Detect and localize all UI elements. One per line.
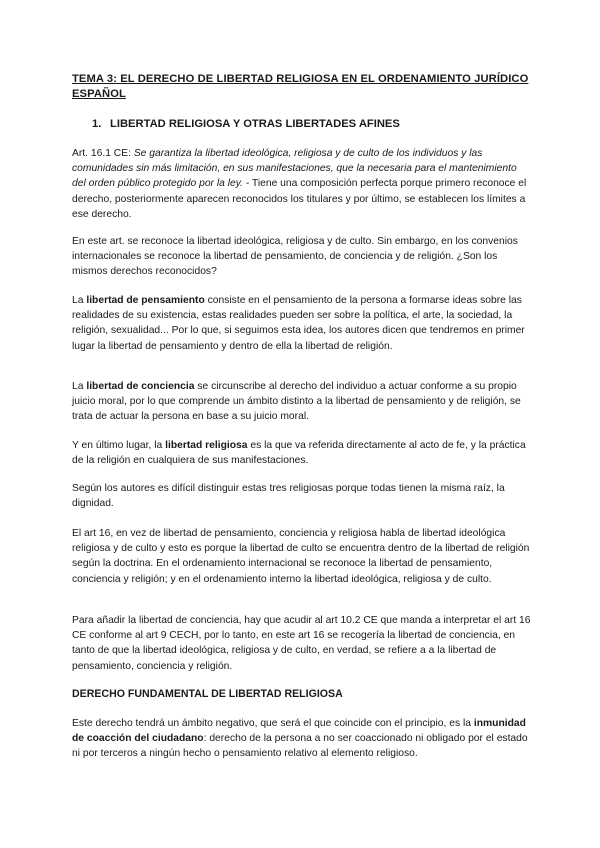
section-heading-2: DERECHO FUNDAMENTAL DE LIBERTAD RELIGIOSA <box>72 688 343 700</box>
paragraph-text: Y en último lugar, la <box>72 440 166 451</box>
bold-term: libertad de pensamiento <box>86 295 205 306</box>
paragraph-text: : derecho de la persona a no ser coaccionado ni obligado por el estado ni por terceros a ningún hecho o pensamiento relativo al elemento religioso. <box>72 733 528 760</box>
paragraph-article-16 <box>72 146 532 222</box>
paragraph-text: se circunscribe al derecho del individuo a actuar conforme a su propio juicio moral, por lo que comprende un ámbito distinto a la libertad de pensamiento y de religión, se trata de actuar la persona en base a su juicio moral. <box>72 381 521 423</box>
paragraph-text: consiste en el pensamiento de la persona a formarse ideas sobre las realidades de su existencia, estas realidades pueden ser sobre la política, el arte, la sociedad, la religión, sexualidad... Por lo que, si seguimos esta idea, los autores dicen que tendremos en primer lugar la libertad de pensamiento y dentro de ella la libertad de religión. <box>72 295 525 352</box>
article-quote: Se garantiza la libertad ideológica, religiosa y de culto de los individuos y las comunidades sin más limitación, en sus manifestaciones, que la necesaria para el mantenimiento del orden público protegido por la ley. <box>72 148 517 190</box>
paragraph-text: - Tiene una composición perfecta porque primero reconoce el derecho, posteriormente aparecen reconocidos los titulares y por último, se establecen los límites a ese derecho. <box>72 178 527 220</box>
bold-term: inmunidad de coacción del ciudadano <box>72 718 526 745</box>
paragraph-recognition: En este art. se reconoce la libertad ideológica, religiosa y de culto. Sin embargo, en los convenios internacionales se reconoce la libertad de pensamiento, de conciencia y de religión. ¿Son los mismos derechos reconocidos? <box>72 236 518 278</box>
paragraph-ambito-negativo <box>72 716 532 762</box>
bold-term: libertad de conciencia <box>86 381 195 392</box>
section-heading-1 <box>92 117 400 132</box>
section-number: 1. <box>92 118 102 130</box>
bold-term: libertad religiosa <box>165 440 248 451</box>
paragraph-text: es la que va referida directamente al acto de fe, y la práctica de la religión en cualquiera de sus manifestaciones. <box>72 440 526 467</box>
page-title: TEMA 3: EL DERECHO DE LIBERTAD RELIGIOSA EN EL ORDENAMIENTO JURÍDICO ESPAÑOL <box>72 73 529 100</box>
paragraph-libertad-conciencia <box>72 379 532 425</box>
paragraph-libertad-religiosa <box>72 438 532 468</box>
paragraph-dignidad: Según los autores es difícil distinguir estas tres religiosas porque todas tienen la misma raíz, la dignidad. <box>72 483 505 510</box>
paragraph-text: Este derecho tendrá un ámbito negativo, que será el que coincide con el principio, es la <box>72 718 474 729</box>
paragraph-libertad-pensamiento <box>72 293 532 354</box>
paragraph-text: La <box>72 295 87 306</box>
paragraph-text: La <box>72 381 87 392</box>
article-reference: Art. 16.1 CE: <box>72 148 134 159</box>
paragraph-art-16: El art 16, en vez de libertad de pensamiento, conciencia y religiosa habla de libertad ideológica religiosa y de culto y esto es porque la libertad de culto se encuentra dentro de la libertad de religión según la doctrina. En el ordenamiento internacional se reconoce la libertad de pensamiento, conciencia y religión; y en el ordenamiento interno la libertad ideológica, religiosa y de culto. <box>72 528 530 585</box>
paragraph-art-10-2: Para añadir la libertad de conciencia, hay que acudir al art 10.2 CE que manda a interpretar el art 16 CE conforme al art 9 CECH, por lo tanto, en este art 16 se recogería la libertad de conciencia, en tanto de que la libertad ideológica, religiosa y de culto, en verdad, se refiere a a la libertad de pensamiento, conciencia y religión. <box>72 615 531 672</box>
section-title: LIBERTAD RELIGIOSA Y OTRAS LIBERTADES AFINES <box>110 118 400 130</box>
